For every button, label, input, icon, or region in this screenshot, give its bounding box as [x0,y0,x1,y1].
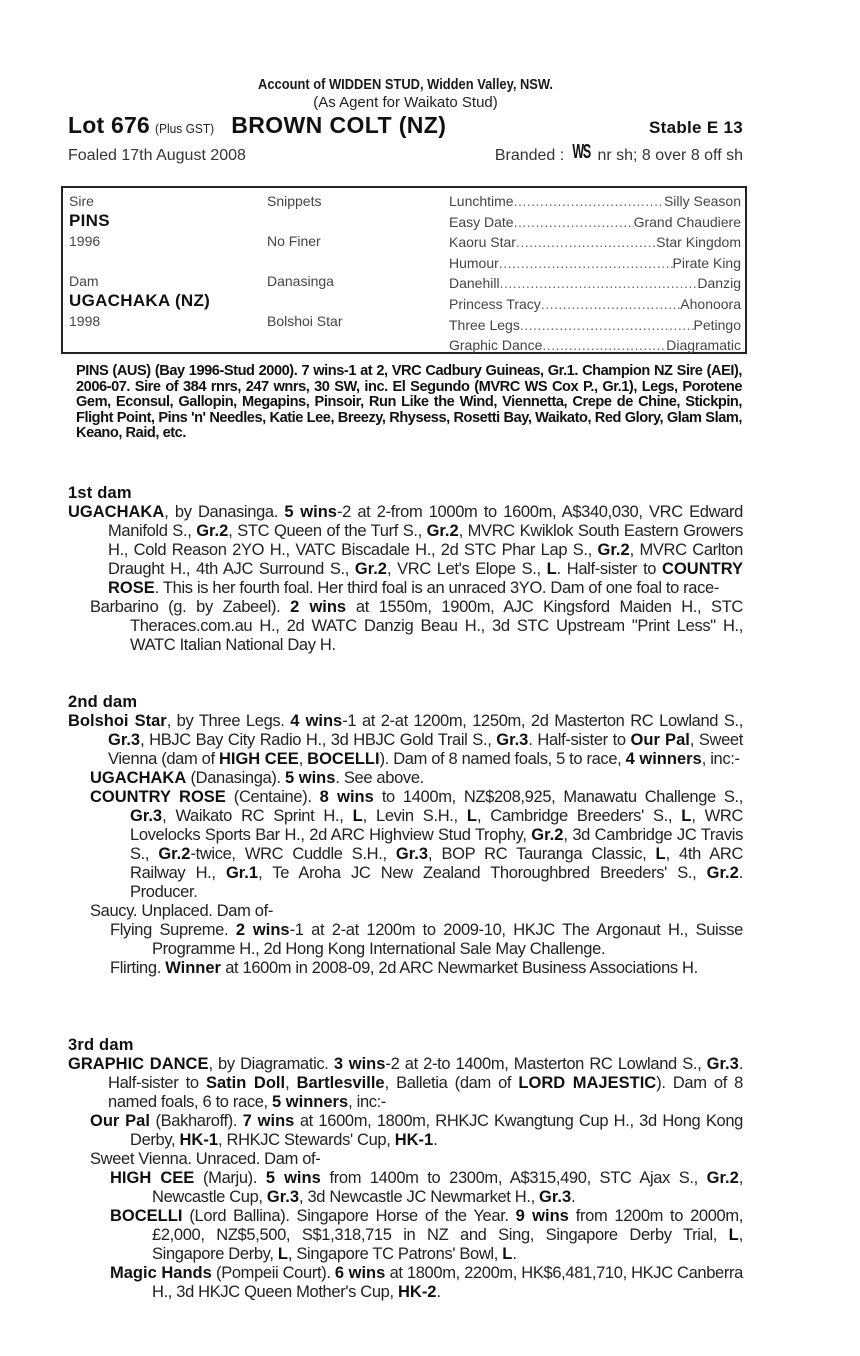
leader-dots [541,294,680,315]
great-grandparent-row [449,273,741,294]
dam-name: UGACHAKA [68,503,165,521]
gg-sire: Star Kingdom [656,234,741,251]
pedigree-grandparents-column [267,191,342,331]
foaled-date: Foaled 17th August 2008 [68,147,246,164]
agent-note: (As Agent for Waikato Stud) [313,94,498,111]
gg-name: Easy Date [449,213,514,230]
gg-sire: Diagramatic [666,337,741,354]
dam-entry: UGACHAKA, by Danasinga. 5 wins-2 at 2-from 1000m to 1600m, A$340,030, VRC Edward Manifold S., Gr.2, STC Queen of the Turf S., Gr.2, MVRC Kwiklok South Eastern Growers H., Cold Reason 2YO H., VATC Biscadale H., 2d STC Phar Lap S., Gr.2, MVRC Carlton Draught H., 4th AJC Surround S., Gr.2, VRC Let's Elope S., L. Half-sister to COUNTRY ROSE. This is her fourth foal. Her third foal is an unraced 3YO. Dam of one foal to race- [68,503,744,597]
great-grandparent-row [449,212,741,233]
great-grandparent-row [449,232,741,253]
sire-name: PINS [69,211,110,230]
foal-entry: COUNTRY ROSE (Centaine). 8 wins to 1400m, NZ$208,925, Manawatu Challenge S., Gr.3, Waikato RC Sprint H., L, Levin S.H., L, Cambridge Breeders' S., L, WRC Lovelocks Sports Bar H., 2d ARC Highview Stud Trophy, Gr.2, 3d Cambridge JC Travis S., Gr.2-twice, WRC Cuddle S.H., Gr.3, BOP RC Tauranga Classic, L, 4th ARC Railway H., Gr.1, Te Aroha JC New Zealand Thoroughbred Breeders' S., Gr.2. Producer. [90,788,744,901]
gg-sire: Silly Season [663,193,741,209]
foal-entry: Saucy. Unplaced. Dam of- [90,902,273,920]
foal-entry: UGACHAKA (Danasinga). 5 wins. See above. [90,769,424,787]
grandfoal-entry: Magic Hands (Pompeii Court). 6 wins at 1800m, 2200m, HK$6,481,710, HKJC Canberra H., 3d HKJC Queen Mother's Cup, HK-2. [110,1264,744,1301]
grandparent: No Finer [267,233,321,249]
grandfoal-entry: BOCELLI (Lord Ballina). Singapore Horse of the Year. 9 wins from 1200m to 2000m, £2,000, NZ$5,500, S$1,318,715 in NZ and Sing, Singapore Derby Trial, L, Singapore Derby, L, Singapore TC Patrons' Bowl, L. [110,1207,743,1263]
grandparent: Bolshoi Star [267,313,343,329]
foal-entry: Our Pal (Bakharoff). 7 wins at 1600m, 1800m, RHKJC Kwangtung Cup H., 3d Hong Kong Derby, HK-1, RHKJC Stewards' Cup, HK-1. [90,1112,744,1149]
grandfoal-entry: Flirting. Winner at 1600m in 2008-09, 2d ARC Newmarket Business Associations H. [110,959,698,977]
first-dam-section [68,484,743,655]
gg-sire: Danzig [697,275,741,292]
foal-entry: Barbarino (g. by Zabeel). 2 wins at 1550m, 1900m, AJC Kingsford Maiden H., STC Theraces.com.au H., 2d WATC Danzig Beau H., 3d STC Upstream "Print Less" H., WATC Italian National Day H. [90,598,743,654]
sire-summary: PINS (AUS) (Bay 1996-Stud 2000). 7 wins-1 at 2, VRC Cadbury Guineas, Gr.1. Champion NZ Sire (AEI), 2006-07. Sire of 384 rnrs, 247 wnrs, 30 SW, inc. El Segundo (MVRC WS Cox P., Gr.1), Legs, Porotene Gem, Econsul, Gallopin, Megapins, Pinsoir, Run Like the Wind, Viennetta, Crepe de Chine, Stickpin, Flight Point, Pins 'n' Needles, Katie Lee, Breezy, Rhysess, Rosetti Bay, Waikato, Red Glory, Glam Slam, Keano, Raid, etc. [76,363,742,441]
leader-dots [520,315,694,336]
gg-sire: Pirate King [672,254,741,271]
grandfoal-entry: HIGH CEE (Marju). 5 wins from 1400m to 2300m, A$315,490, STC Ajax S., Gr.2, Newcastle Cup, Gr.3, 3d Newcastle JC Newmarket H., Gr.3. [110,1169,743,1206]
leader-dots [542,335,666,356]
sire-year: 1996 [69,233,101,249]
gg-name: Kaoru Star [449,234,516,251]
leader-dots [516,232,656,253]
lot-header [68,112,743,140]
dam-year: 1998 [69,313,101,329]
gg-name: Princess Tracy [449,295,541,312]
great-grandparent-row [449,315,741,336]
leader-dots [500,273,698,294]
great-grandparent-row [449,253,741,274]
gg-sire: Petingo [693,316,741,333]
dam-name: UGACHAKA (NZ) [69,291,211,310]
leader-dots [514,191,664,212]
great-grandparent-row [449,294,741,315]
dam-label: Dam [69,273,99,289]
gg-name: Humour [449,254,499,271]
gg-name: Lunchtime [449,193,514,209]
stable-number: Stable E 13 [648,118,743,137]
leader-dots [514,212,634,233]
second-dam-section [68,693,743,978]
catalogue-page [68,76,744,1301]
gst-note: (Plus GST) [154,121,215,136]
dam-entry: Bolshoi Star, by Three Legs. 4 wins-1 at 2-at 1200m, 1250m, 2d Masterton RC Lowland S., Gr.3, HBJC Bay City Radio H., 3d HBJC Gold Trail S., Gr.3. Half-sister to Our Pal, Sweet Vienna (dam of HIGH CEE, BOCELLI). Dam of 8 named foals, 5 to race, 4 winners, inc:- [68,712,743,768]
section-title: 1st dam [68,484,132,502]
third-dam-section [68,1036,743,1302]
lot-number: Lot 676 [68,112,150,138]
brand-detail: nr sh; 8 over 8 off sh [597,147,743,164]
grandparent: Danasinga [267,273,334,289]
pedigree-parents-column [69,191,210,331]
section-title: 3rd dam [68,1036,134,1054]
great-grandparent-row [449,191,741,212]
gg-name: Three Legs [449,316,520,333]
great-grandparent-row [449,335,741,356]
grandfoal-entry: Flying Supreme. 2 wins-1 at 2-at 1200m to 2009-10, HKJC The Argonaut H., Suisse Programme H., 2d Hong Kong International Sale May Challenge. [110,921,743,958]
gg-sire: Ahonoora [680,295,741,312]
pedigree-table [61,186,747,354]
foaled-branded-row [68,143,743,165]
branded-info [495,143,743,166]
gg-sire: Grand Chaudiere [633,213,741,230]
horse-title: BROWN COLT (NZ) [231,112,447,138]
section-title: 2nd dam [68,693,138,711]
brand-mark-icon: WS [572,141,591,163]
gg-name: Danehill [449,275,500,292]
gg-name: Graphic Dance [449,337,543,354]
dam-entry: GRAPHIC DANCE, by Diagramatic. 3 wins-2 at 2-to 1400m, Masterton RC Lowland S., Gr.3. Half-sister to Satin Doll, Bartlesville, Balletia (dam of LORD MAJESTIC). Dam of 8 named foals, 6 to race, 5 winners, inc:- [68,1055,744,1111]
vendor-account: Account of WIDDEN STUD, Widden Valley, NSW. [258,76,553,93]
grandparent: Snippets [267,193,322,209]
branded-label: Branded : [494,147,565,164]
sire-label: Sire [69,193,94,209]
foal-entry: Sweet Vienna. Unraced. Dam of- [90,1150,321,1168]
leader-dots [499,253,673,274]
pedigree-great-grandparents-column [449,191,741,356]
